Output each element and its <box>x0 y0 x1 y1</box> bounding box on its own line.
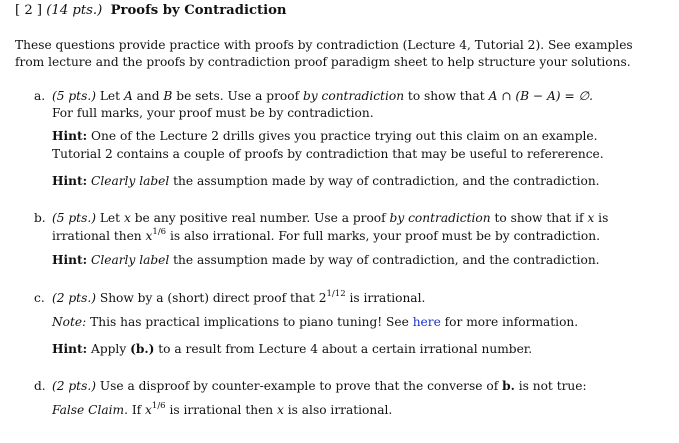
hint-text: the assumption made by way of contradiction, and the contradiction. <box>173 174 600 188</box>
part-c-points: (2 pts.) <box>52 291 96 305</box>
part-d-text: is not true: <box>518 379 587 393</box>
note-label: Note: <box>52 315 87 329</box>
part-a-hint-2 <box>52 173 600 190</box>
part-d-points: (2 pts.) <box>52 379 96 393</box>
math-exponent: 1/6 <box>151 400 166 411</box>
part-b-text: is <box>598 211 609 225</box>
false-claim-text: is also irrational. <box>287 403 393 417</box>
hint-label: Hint: <box>52 174 88 188</box>
part-c-line-1 <box>52 290 425 307</box>
here-link[interactable]: here <box>412 315 441 329</box>
part-c-text: is irrational. <box>349 291 426 305</box>
part-b-text: Let <box>99 211 121 225</box>
part-b-text: be any positive real number. Use a proof <box>134 211 386 225</box>
emphasis-by-contradiction: by contradiction <box>302 89 405 103</box>
math-var-x: x <box>587 211 595 225</box>
question-title: Proofs by Contradiction <box>110 3 287 18</box>
part-b-text: irrational then <box>52 229 142 243</box>
part-b-line-2 <box>52 228 600 245</box>
false-claim-label: False Claim. <box>52 403 128 417</box>
part-b-label: b. <box>34 211 46 225</box>
part-a-claim: A ∩ (B − A) = ∅. <box>488 89 594 103</box>
question-points: (14 pts.) <box>46 3 103 18</box>
math-exponent: 1/6 <box>152 226 167 237</box>
emphasis-by-contradiction: by contradiction <box>389 211 491 225</box>
intro-line-1: These questions provide practice with proofs by contradiction (Lecture 4, Tutorial 2). See examples <box>15 38 633 52</box>
part-b-line-1 <box>52 210 608 227</box>
part-c-hint <box>52 341 532 358</box>
emphasis-clearly-label: Clearly label <box>91 174 170 188</box>
math-exponent: 1/12 <box>326 288 346 299</box>
hint-text: Apply <box>91 342 127 356</box>
part-a-points: (5 pts.) <box>52 89 96 103</box>
hint-text: to a result from Lecture 4 about a certain irrational number. <box>158 342 533 356</box>
part-d-false-claim <box>52 402 392 419</box>
false-claim-text: If <box>131 403 142 417</box>
part-d-label: d. <box>34 379 46 393</box>
part-b-text: is also irrational. For full marks, your proof must be by contradiction. <box>169 229 600 243</box>
emphasis-clearly-label: Clearly label <box>91 253 170 267</box>
part-b-hint <box>52 252 600 269</box>
math-var-x: x <box>277 403 284 417</box>
part-c-note <box>52 314 578 331</box>
hint-label: Hint: <box>52 342 88 356</box>
part-a-hint-1 <box>52 128 598 145</box>
part-a-line-2: For full marks, your proof must be by contradiction. <box>52 106 374 120</box>
math-var-x: x <box>145 229 153 243</box>
hint-label: Hint: <box>52 129 88 143</box>
part-b-text: to show that if <box>494 211 584 225</box>
hint-ref-b: (b.) <box>130 342 155 356</box>
part-a-text: and <box>136 89 160 103</box>
part-d-text: Use a disproof by counter-example to prove that the converse of <box>99 379 499 393</box>
math-var-x: x <box>145 403 152 417</box>
part-c-text: Show by a (short) direct proof that <box>99 291 315 305</box>
question-number: [ 2 ] <box>15 3 43 18</box>
hint-label: Hint: <box>52 253 88 267</box>
part-d-line-1 <box>52 378 587 395</box>
math-var-x: x <box>123 211 131 225</box>
question-header <box>15 2 286 19</box>
math-var-A: A <box>123 89 133 103</box>
note-text: for more information. <box>444 315 579 329</box>
ref-b: b. <box>502 379 515 393</box>
hint-text: the assumption made by way of contradiction, and the contradiction. <box>173 253 600 267</box>
math-var-B: B <box>163 89 173 103</box>
part-a-text: be sets. Use a proof <box>176 89 300 103</box>
part-a-line-1 <box>52 88 593 105</box>
part-c-label: c. <box>34 291 45 305</box>
part-a-text: Let <box>99 89 121 103</box>
note-text: This has practical implications to piano tuning! See <box>90 315 409 329</box>
part-a-label: a. <box>34 89 46 103</box>
false-claim-text: is irrational then <box>169 403 274 417</box>
math-base: 2 <box>318 291 327 305</box>
part-a-hint-1-line-2: Tutorial 2 contains a couple of proofs by contradiction that may be useful to refererence. <box>52 147 604 161</box>
part-a-text: to show that <box>407 89 485 103</box>
part-b-points: (5 pts.) <box>52 211 96 225</box>
hint-text: One of the Lecture 2 drills gives you practice trying out this claim on an example. <box>91 129 598 143</box>
intro-line-2: from lecture and the proofs by contradiction proof paradigm sheet to help structure your solutions. <box>15 55 631 69</box>
